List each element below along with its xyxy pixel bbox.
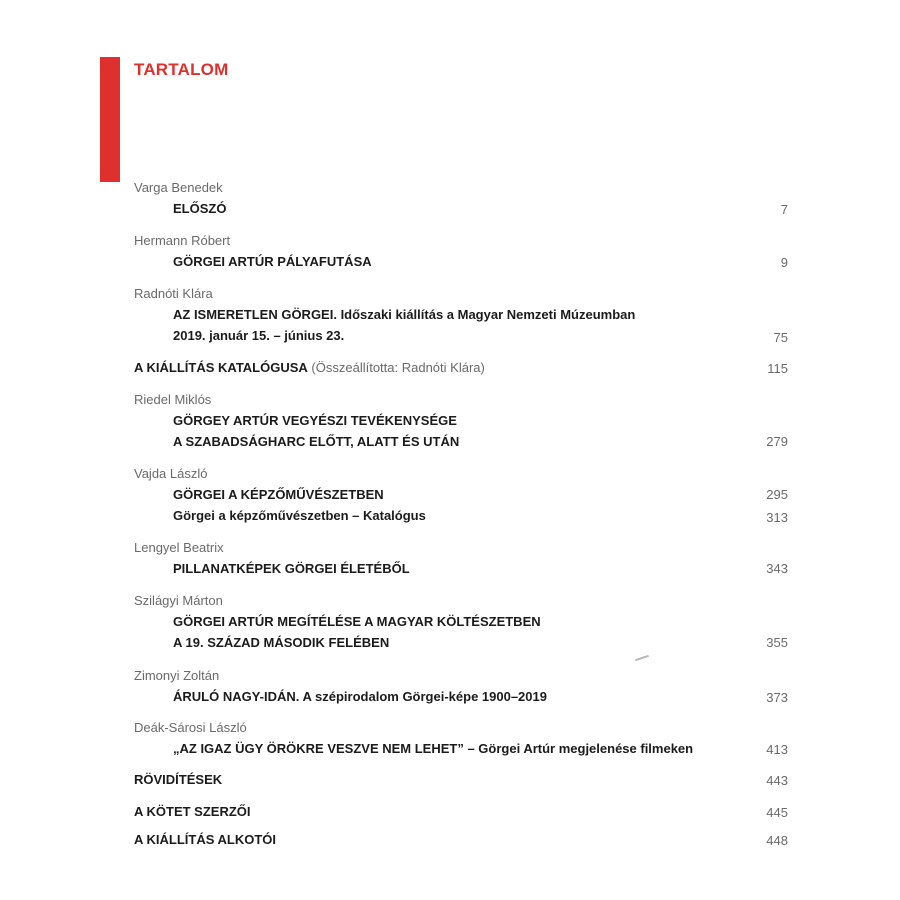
toc-title-line-2[interactable]: A 19. SZÁZAD MÁSODIK FELÉBEN — [173, 635, 390, 650]
toc-author: Zimonyi Zoltán — [134, 668, 220, 683]
toc-author: Lengyel Beatrix — [134, 540, 224, 555]
toc-page-number[interactable]: 445 — [766, 805, 788, 820]
toc-author: Szilágyi Márton — [134, 593, 223, 608]
toc-section-title-text: A KIÁLLÍTÁS KATALÓGUSA — [134, 360, 308, 375]
toc-title-line-2[interactable]: A SZABADSÁGHARC ELŐTT, ALATT ÉS UTÁN — [173, 434, 460, 449]
toc-author: Vajda László — [134, 466, 208, 481]
toc-compiler-note: (Összeállította: Radnóti Klára) — [307, 360, 485, 375]
toc-page-number[interactable]: 448 — [766, 833, 788, 848]
toc-author: Riedel Miklós — [134, 392, 212, 407]
toc-author: Varga Benedek — [134, 180, 223, 195]
toc-author: Radnóti Klára — [134, 286, 213, 301]
toc-title[interactable]: GÖRGEI ARTÚR PÁLYAFUTÁSA — [173, 254, 372, 269]
toc-section-title[interactable]: RÖVIDÍTÉSEK — [134, 772, 223, 787]
toc-page-number[interactable]: 279 — [766, 434, 788, 449]
toc-page-number[interactable]: 7 — [780, 202, 788, 217]
page-heading: TARTALOM — [134, 60, 229, 79]
toc-page-number[interactable]: 443 — [766, 773, 788, 788]
toc-page-number[interactable]: 413 — [766, 742, 788, 757]
toc-section-title[interactable]: A KIÁLLÍTÁS ALKOTÓI — [134, 832, 277, 847]
scan-smudge — [635, 655, 649, 661]
red-accent-bar — [100, 57, 120, 182]
toc-page-number[interactable]: 295 — [766, 487, 788, 502]
toc-title[interactable]: ELŐSZÓ — [173, 201, 227, 216]
toc-page-number[interactable]: 9 — [780, 255, 788, 270]
toc-title-line-1[interactable]: GÖRGEY ARTÚR VEGYÉSZI TEVÉKENYSÉGE — [173, 413, 457, 428]
toc-subtitle[interactable]: Görgei a képzőművészetben – Katalógus — [173, 508, 426, 523]
toc-page-number[interactable]: 343 — [766, 561, 788, 576]
toc-section-title[interactable]: A KÖTET SZERZŐI — [134, 804, 251, 819]
toc-page-number[interactable]: 75 — [773, 330, 788, 345]
toc-page-number[interactable]: 355 — [766, 635, 788, 650]
toc-page-number[interactable]: 373 — [766, 690, 788, 705]
toc-title[interactable]: GÖRGEI A KÉPZŐMŰVÉSZETBEN — [173, 487, 384, 502]
toc-title-line-2[interactable]: 2019. január 15. – június 23. — [173, 328, 345, 343]
toc-title-line-1[interactable]: GÖRGEI ARTÚR MEGÍTÉLÉSE A MAGYAR KÖLTÉSZETBEN — [173, 614, 541, 629]
toc-title[interactable]: PILLANATKÉPEK GÖRGEI ÉLETÉBŐL — [173, 561, 410, 576]
toc-title[interactable]: ÁRULÓ NAGY-IDÁN. A szépirodalom Görgei-képe 1900–2019 — [173, 689, 547, 704]
toc-title[interactable]: „AZ IGAZ ÜGY ÖRÖKRE VESZVE NEM LEHET” – Görgei Artúr megjelenése filmeken — [173, 741, 694, 756]
toc-page-number[interactable]: 313 — [766, 510, 788, 525]
toc-page-number[interactable]: 115 — [767, 361, 788, 376]
toc-author: Deák-Sárosi László — [134, 720, 247, 735]
toc-title-line-1[interactable]: AZ ISMERETLEN GÖRGEI. Időszaki kiállítás a Magyar Nemzeti Múzeumban — [173, 307, 636, 322]
toc-author: Hermann Róbert — [134, 233, 231, 248]
toc-section-title[interactable] — [134, 361, 485, 374]
